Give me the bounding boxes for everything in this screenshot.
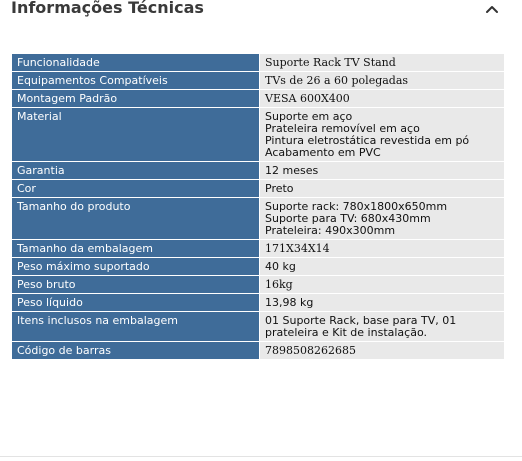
- spec-row: [12, 90, 505, 108]
- spec-row: [12, 162, 505, 180]
- spec-value-line: Prateleira removível em aço: [265, 122, 420, 135]
- spec-label: Equipamentos Compatíveis: [12, 72, 260, 90]
- spec-value-line: Pintura eletrostática revestida em pó: [265, 134, 470, 147]
- spec-value-line: Suporte Rack TV Stand: [265, 56, 396, 69]
- spec-label: Cor: [12, 180, 260, 198]
- spec-value-line: Suporte em aço: [265, 110, 353, 123]
- spec-row: [12, 276, 505, 294]
- spec-value: [260, 294, 505, 312]
- spec-value-line: Suporte rack: 780x1800x650mm: [265, 200, 448, 213]
- spec-label: Material: [12, 108, 260, 162]
- spec-value: [260, 108, 505, 162]
- technical-info-header[interactable]: [0, 0, 522, 22]
- spec-value: [260, 90, 505, 108]
- spec-row: [12, 180, 505, 198]
- spec-label: Peso máximo suportado: [12, 258, 260, 276]
- section-divider: [0, 456, 522, 457]
- spec-row: [12, 312, 505, 342]
- spec-value-line: 7898508262685: [265, 344, 356, 357]
- spec-value-line: Acabamento em PVC: [265, 146, 381, 159]
- spec-row: [12, 72, 505, 90]
- spec-value: [260, 198, 505, 240]
- chevron-up-icon[interactable]: [485, 4, 499, 14]
- spec-value-line: 12 meses: [265, 164, 319, 177]
- specs-table-body: [12, 54, 505, 360]
- spec-label: Peso bruto: [12, 276, 260, 294]
- spec-value-line: Suporte para TV: 680x430mm: [265, 212, 431, 225]
- spec-label: Código de barras: [12, 342, 260, 360]
- spec-label: Funcionalidade: [12, 54, 260, 72]
- spec-row: [12, 294, 505, 312]
- spec-label: Itens inclusos na embalagem: [12, 312, 260, 342]
- spec-label: Tamanho da embalagem: [12, 240, 260, 258]
- spec-value: [260, 162, 505, 180]
- spec-value-line: 16kg: [265, 278, 293, 291]
- spec-row: [12, 342, 505, 360]
- spec-value: [260, 258, 505, 276]
- spec-value-line: 01 Suporte Rack, base para TV, 01: [265, 314, 457, 327]
- spec-value: [260, 312, 505, 342]
- spec-value: [260, 180, 505, 198]
- spec-row: [12, 54, 505, 72]
- spec-row: [12, 240, 505, 258]
- spec-value-line: Prateleira: 490x300mm: [265, 224, 396, 237]
- spec-value: [260, 276, 505, 294]
- spec-value-line: 40 kg: [265, 260, 296, 273]
- spec-label: Peso líquido: [12, 294, 260, 312]
- spec-label: Tamanho do produto: [12, 198, 260, 240]
- spec-row: [12, 198, 505, 240]
- spec-value-line: Preto: [265, 182, 294, 195]
- spec-value-line: 13,98 kg: [265, 296, 314, 309]
- spec-value: [260, 342, 505, 360]
- spec-value-line: 171X34X14: [265, 242, 330, 255]
- spec-label: Montagem Padrão: [12, 90, 260, 108]
- spec-row: [12, 258, 505, 276]
- spec-value-line: prateleira e Kit de instalação.: [265, 326, 427, 339]
- specs-table: [11, 53, 505, 360]
- spec-row: [12, 108, 505, 162]
- spec-value-line: VESA 600X400: [265, 92, 350, 105]
- spec-value-line: TVs de 26 a 60 polegadas: [265, 74, 409, 87]
- spec-value: [260, 240, 505, 258]
- spec-label: Garantia: [12, 162, 260, 180]
- spec-value: [260, 54, 505, 72]
- section-title: Informações Técnicas: [11, 0, 204, 17]
- spec-value: [260, 72, 505, 90]
